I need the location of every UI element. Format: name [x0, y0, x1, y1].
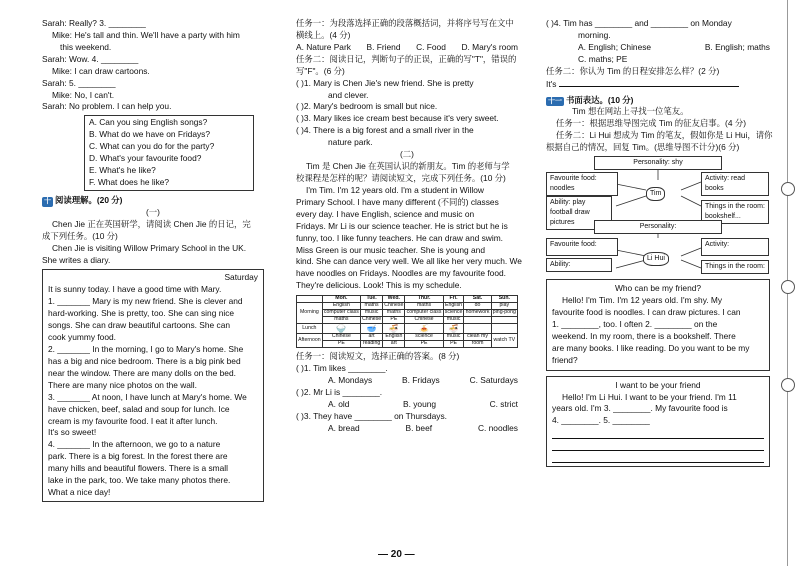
- schedule-cell: maths: [322, 317, 360, 324]
- schedule-header: Sat.: [464, 296, 491, 303]
- binding-hole: [781, 280, 795, 294]
- card-line: are many books. I like reading. Do you want to be my: [552, 342, 750, 353]
- reply-card: [546, 376, 770, 468]
- binding-hole: [781, 182, 795, 196]
- option: B. Friend: [366, 41, 401, 52]
- schedule-period: Lunch: [297, 324, 323, 334]
- option: D. What's your favourite food?: [89, 153, 202, 164]
- answer-line: It's: [546, 78, 770, 91]
- schedule-header: [297, 296, 323, 303]
- diary-line: 1. _______ Mary is my new friend. She is clever and: [48, 296, 243, 307]
- mc-options: [296, 399, 518, 411]
- schedule-header-row: [297, 296, 518, 303]
- diary-line: many hills and beautiful flowers. There is a small: [48, 463, 228, 474]
- schedule-cell: ping-pong: [492, 309, 516, 316]
- food-icon: 🍚: [322, 324, 360, 334]
- dialog-line: Sarah: No problem. I can help you.: [42, 101, 172, 112]
- column-right: [546, 18, 773, 467]
- dialog-line: Sarah: Wow. 4. ________: [42, 53, 139, 64]
- schedule-row: [297, 334, 518, 341]
- card-title: I want to be your friend: [615, 379, 701, 390]
- card-line: 4. ________. 5. ________: [552, 415, 650, 426]
- schedule-cell: science: [444, 309, 463, 316]
- tf-question: ( )3. Mary likes ice cream best because it's very sweet.: [296, 113, 499, 124]
- map-center-name: Li Hui: [643, 252, 669, 266]
- option: C. noodles: [477, 422, 518, 433]
- intro-line: Chen Jie is visiting Willow Primary School in the UK.: [52, 242, 247, 253]
- map-activity: Activity:: [701, 238, 769, 256]
- diary-line: cook yummy food.: [48, 332, 116, 343]
- schedule-cell: computer class: [323, 309, 359, 316]
- section-number: 十: [44, 197, 51, 205]
- diary-line: What a nice day!: [48, 487, 111, 498]
- prompt-line: Tim 想在网站上寻找一位笔友。: [572, 106, 689, 117]
- schedule-row: [297, 317, 518, 324]
- passage-line: Miss Green is our music teacher. She is young and: [296, 244, 485, 255]
- answer-blank[interactable]: [559, 78, 739, 87]
- task-line: 横线上。(4 分): [296, 29, 351, 40]
- diary-line: songs. She can draw beautiful cartoons. She can: [48, 320, 231, 331]
- option: E. What's he like?: [89, 165, 156, 176]
- option: A. bread: [328, 422, 360, 433]
- mc-question: ( )1. Tim likes ________.: [296, 363, 388, 374]
- diary-line: It's so sweet!: [48, 427, 97, 438]
- schedule-period: Afternoon: [297, 334, 323, 348]
- mc-question: ( )4. Tim has ________ and ________ on Monday: [546, 18, 732, 28]
- food-icon: 🍜: [383, 324, 405, 334]
- schedule-cell: Chinese: [322, 334, 360, 341]
- schedule-cell: Chinese: [405, 317, 443, 324]
- dialog-line: Mike: He's tall and thin. We'll have a party with him: [52, 29, 240, 40]
- schedule-header: Fri.: [443, 296, 464, 303]
- schedule-cell: do: [464, 303, 491, 310]
- passage-line: Fridays. Mr Li is our science teacher. He is strict but he is: [296, 220, 508, 231]
- card-line: Hello! I'm Li Hui. I want to be your friend. I'm 11: [562, 391, 737, 402]
- diary-line: There are many nice photos on the wall.: [48, 379, 197, 390]
- schedule-cell: maths: [360, 303, 382, 310]
- column-left: [42, 18, 264, 502]
- schedule-cell: homework: [465, 309, 490, 316]
- schedule-cell: Chinese: [384, 302, 404, 309]
- tf-question: ( )1. Mary is Chen Jie's new friend. She is pretty: [296, 77, 474, 88]
- prompt-line: 任务一：根据思维导图完成 Tim 的征友启事。(4 分): [556, 118, 746, 129]
- passage-line: have noodles on Fridays. Noodles are my favourite food.: [296, 268, 506, 279]
- schedule-cell: [464, 317, 491, 324]
- map-food: Favourite food:: [546, 238, 618, 256]
- diary-line: lake in the park, too. We take many photos there.: [48, 475, 231, 486]
- dialog-line: Sarah: Really? 3. ________: [42, 18, 146, 28]
- mc-question: ( )3. They have ________ on Thursdays.: [296, 410, 448, 421]
- task-line: 任务一：为段落选择正确的段落概括词，并将序号写在文中: [296, 18, 514, 28]
- option: D. Mary's room: [461, 41, 518, 52]
- diary-line: have chicken, beef, salad and soup for lunch. Ice: [48, 403, 230, 414]
- mc-options: [296, 375, 518, 387]
- option: C. maths; PE: [578, 53, 628, 64]
- card-line: friend?: [552, 354, 578, 365]
- diary-day: Saturday: [224, 272, 258, 283]
- schedule-cell: maths: [383, 310, 405, 317]
- schedule-cell: English: [445, 302, 463, 309]
- option: C. strict: [489, 398, 518, 409]
- mc-options: [546, 42, 770, 54]
- schedule-cell: music: [360, 310, 382, 317]
- map-activity: Activity: read books: [701, 172, 769, 196]
- part-label: (二): [400, 149, 414, 160]
- diary-line: 3. _______ At noon, I have lunch at Mary's home. We: [48, 391, 247, 402]
- task-line: 写"F"。(6 分): [296, 65, 345, 76]
- dialog-line: this weekend.: [60, 41, 112, 52]
- task-line: 任务二：阅读日记，判断句子的正误，正确的写"T"，错误的: [296, 53, 517, 64]
- task-line: 任务二：你认为 Tim 的日程安排怎么样？(2 分): [546, 65, 720, 76]
- intro-line: Tim 是 Chen Jie 在英国认识的新朋友。Tim 的老师与学: [306, 161, 510, 172]
- map-food: Favourite food: noodles: [546, 172, 618, 196]
- diary-line: 4. _______ In the afternoon, we go to a nature: [48, 439, 221, 450]
- mc-question: morning.: [578, 29, 611, 40]
- intro-line: 校课程是怎样的呢？请阅读短文，完成下列任务。(10 分): [296, 172, 506, 183]
- schedule-cell: art: [360, 334, 382, 341]
- diary-box: [42, 269, 264, 502]
- map-ability: Ability: play football draw pictures: [546, 196, 612, 230]
- column-middle: [296, 18, 522, 435]
- diary-line: cream is my favourite food. I eat it after lunch.: [48, 415, 218, 426]
- schedule-cell: music: [443, 334, 464, 341]
- option: B. beef: [405, 422, 433, 433]
- option: A. Mondays: [328, 375, 373, 386]
- schedule-cell: science: [405, 334, 443, 341]
- schedule-header: Wed.: [383, 296, 405, 303]
- schedule-cell: reading: [360, 341, 382, 348]
- food-icon: 🍜: [443, 324, 464, 334]
- schedule-table: [296, 295, 518, 348]
- schedule-cell: play: [491, 303, 517, 310]
- intro-line: Chen Jie 正在英国研学，请阅读 Chen Jie 的日记，完: [52, 218, 251, 229]
- prompt-line: 任务二：Li Hui 想成为 Tim 的笔友，假如你是 Li Hui，请你: [556, 130, 773, 141]
- passage-line: every day. I have English, science and music on: [296, 208, 475, 219]
- section-heading: [546, 95, 770, 107]
- passage-line: Primary School. I have many different (不同的) classes: [296, 196, 499, 207]
- task1-options: [296, 42, 518, 54]
- card-line: favourite food is noodles. I can draw pictures. I can: [552, 307, 741, 317]
- writing-line[interactable]: [552, 451, 764, 463]
- card-line: weekend. In my room, there is a bookshelf. There: [552, 330, 736, 341]
- passage-line: They're delicious. Look! This is my schedule.: [296, 280, 462, 291]
- prompt-line: 根据自己的情况，回复 Tim。(思维导图不计分)(6 分): [546, 142, 740, 153]
- schedule-header: Tue.: [360, 296, 382, 303]
- option: B. Fridays: [402, 375, 440, 386]
- map-personality: Personality: shy: [594, 156, 722, 170]
- card-line: 1. ________, too. I often 2. ________ on the: [552, 318, 718, 329]
- tf-question: nature park.: [328, 137, 373, 148]
- passage-line: kind. She can dance very well. We all like her very much. We: [296, 256, 522, 267]
- card-title: Who can be my friend?: [614, 283, 702, 294]
- schedule-cell: art: [383, 341, 405, 348]
- option: B. What do we have on Fridays?: [89, 129, 211, 140]
- schedule-cell: [491, 324, 517, 334]
- dialog-line: Mike: No, I can't.: [52, 89, 115, 100]
- dialog-line: Sarah: 5. ________: [42, 77, 116, 88]
- schedule-cell: English: [383, 334, 405, 341]
- mind-map: [546, 156, 770, 274]
- map-center-name: Tim: [646, 187, 665, 201]
- schedule-cell: [464, 324, 491, 334]
- schedule-row: [297, 341, 518, 348]
- mc-question: ( )2. Mr Li is ________.: [296, 386, 383, 397]
- section-number: 十一: [548, 97, 562, 105]
- mc-options: [296, 423, 518, 435]
- passage-line: I'm Tim. I'm 12 years old. I'm a student in Willow: [306, 184, 484, 195]
- intro-line: She writes a diary.: [42, 254, 111, 265]
- section-title: 书面表达。(10 分): [566, 94, 634, 105]
- schedule-cell: PE: [405, 341, 443, 348]
- food-icon: 🍝: [405, 324, 443, 334]
- option: B. English; maths: [704, 41, 770, 52]
- schedule-cell: room: [464, 341, 491, 348]
- tf-question: and clever.: [328, 89, 369, 100]
- option: F. What does he like?: [89, 176, 170, 187]
- option: A. Nature Park: [296, 41, 351, 52]
- task-line: 任务一：阅读短文，选择正确的答案。(8 分): [296, 351, 460, 362]
- schedule-cell: clean my: [464, 334, 491, 341]
- option: A. old: [328, 398, 350, 409]
- dialog-line: Mike: I can draw cartoons.: [52, 65, 150, 76]
- schedule-cell: computer class: [406, 309, 442, 316]
- card-line: Hello! I'm Tim. I'm 12 years old. I'm shy. My: [562, 295, 723, 306]
- diary-line: hard-working. She is pretty, too. She can sing nice: [48, 308, 235, 319]
- option: B. young: [402, 398, 437, 409]
- option: C. Saturdays: [469, 375, 518, 386]
- schedule-header: Mon.: [322, 296, 360, 303]
- option: A. English; Chinese: [578, 41, 652, 52]
- page-number: — 20 —: [378, 549, 415, 560]
- schedule-cell: maths: [405, 303, 443, 310]
- schedule-header: Sun.: [491, 296, 517, 303]
- section-title: 阅读理解。(20 分): [55, 194, 123, 205]
- diary-line: park. There is a big forest. In the forest there are: [48, 451, 228, 462]
- food-icon: 🥣: [360, 324, 382, 334]
- section-heading: [42, 195, 264, 207]
- writing-line[interactable]: [552, 427, 764, 439]
- schedule-header: Thur.: [405, 296, 443, 303]
- map-personality: Personality:: [594, 220, 722, 234]
- diary-line: near the window. There are many dolls on the bed.: [48, 367, 236, 378]
- map-ability: Ability:: [546, 258, 612, 272]
- diary-line: It is sunny today. I have a good time with Mary.: [48, 284, 222, 295]
- diary-line: has a big and nice bedroom. There is a big pink bed: [48, 355, 241, 366]
- option: C. What can you do for the party?: [89, 141, 215, 152]
- option: A. Can you sing English songs?: [89, 117, 208, 128]
- friend-post-card: [546, 279, 770, 370]
- schedule-cell: watch TV: [491, 334, 517, 348]
- binding-hole: [781, 378, 795, 392]
- intro-line: 成下列任务。(10 分): [42, 230, 118, 241]
- schedule-row: [297, 310, 518, 317]
- schedule-cell: English: [322, 303, 360, 310]
- map-things: Things in the room: bookshelf...: [701, 200, 769, 224]
- tf-question: ( )2. Mary's bedroom is small but nice.: [296, 101, 438, 112]
- part-label: (一): [146, 206, 160, 217]
- schedule-row: [297, 324, 518, 334]
- schedule-cell: PE: [443, 341, 464, 348]
- schedule-period: Morning: [297, 303, 323, 324]
- schedule-cell: [491, 317, 517, 324]
- writing-line[interactable]: [552, 439, 764, 451]
- card-line: years old. I'm 3. ________. My favourite food is: [552, 403, 728, 414]
- options-box: [84, 115, 254, 191]
- passage-line: funny, too. I like funny teachers. He can draw and swim.: [296, 232, 503, 243]
- map-things: Things in the room:: [701, 260, 769, 274]
- diary-line: 2. _______ In the morning, I go to Mary's home. She: [48, 343, 244, 354]
- schedule-cell: music: [443, 317, 464, 324]
- schedule-cell: PE: [322, 341, 360, 348]
- tf-question: ( )4. There is a big forest and a small river in the: [296, 125, 474, 136]
- option: C. Food: [416, 41, 446, 52]
- schedule-cell: Chinese: [362, 316, 382, 323]
- schedule-cell: PE: [383, 317, 405, 324]
